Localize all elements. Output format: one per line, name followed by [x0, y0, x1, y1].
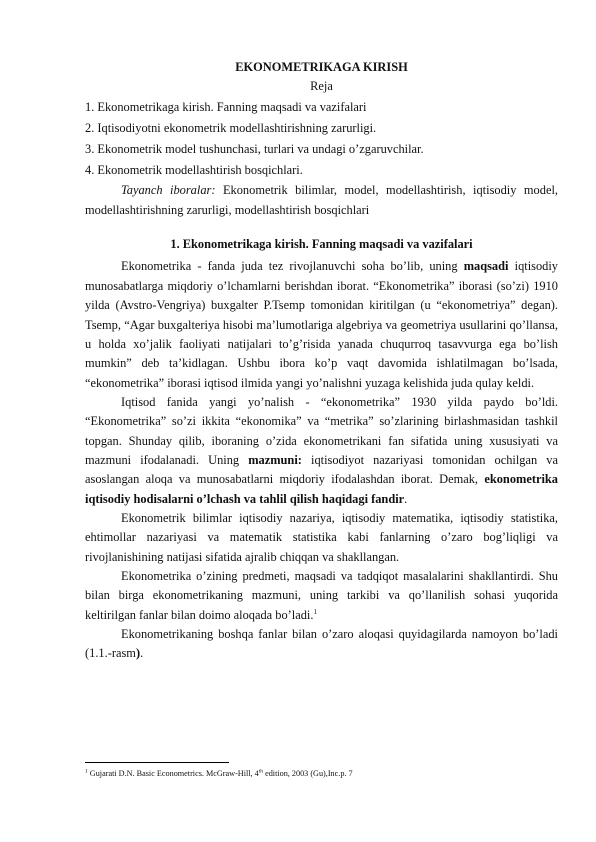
paragraph-1: [85, 257, 558, 392]
paragraph-1-text-c: iqtisodiy munosabatlarga miqdoriy o’lchamlarni berishdan iborat. “Ekonometrika” iborasi (so’zi) 1910 yilda (Avstro-Vengriya) buxgalter P.Tsemp tomonidan kiritilgan (u “ekonometriya” degan). Tsemp, “Agar buxgalteriya hisobi ma’lumotlariga algebriya va geometriya usullarini qo’llansa, u holda xo’jalik faoliyati natijalari to’g’risida yanada chuqurroq tasavvurga ega bo’lish mumkin” deb ta’kidlagan. Ushbu ibora ko’p vaqt davomida ishlatilmagan bo’lsada, “ekonometrika” iborasi iqtisod ilmida yangi yo’nalishni yuzaga kelishida juda qulay keldi.: [85, 259, 558, 390]
plan-item-1: 1. Ekonometrikaga kirish. Fanning maqsadi va vazifalari: [85, 99, 367, 114]
paragraph-2: [85, 393, 558, 509]
footnote-divider: [85, 762, 229, 763]
paragraph-2-text-e: .: [404, 491, 408, 506]
document-title: EKONOMETRIKAGA KIRISH: [235, 60, 408, 74]
footnote-text-a: Gujarati D.N. Basic Econometrics. McGraw-Hill, 4: [87, 769, 259, 778]
keywords-paragraph: [85, 181, 558, 220]
footnote-text-b: edition, 2003 (Gu),Inc.p. 7: [263, 769, 353, 778]
paragraph-5: [85, 625, 558, 664]
paragraph-1-bold-term: maqsadi: [463, 259, 509, 274]
paragraph-2-text-a: Iqtisod fanida yangi yo’nalish - “ekonometrika” 1930 yilda paydo bo’ldi. “Ekonometrika” so’zi ikkita “ekonomika” va “metrika” so’zlarining birlashmasidan tashkil topgan. Shunday qilib, iboraning o’zida ekonometrikani fan sifatida uning xususiyati va mazmuni ifodalanadi. Uning: [85, 394, 558, 467]
section-title: 1. Ekonometrikaga kirish. Fanning maqsadi va vazifalari: [170, 237, 473, 252]
footnote-reference[interactable]: 1: [313, 607, 317, 616]
paragraph-4: [85, 567, 558, 625]
keywords-text: Ekonometrik bilimlar, model, modellashtirish, iqtisodiy model, modellashtirishning zarurligi, modellashtirish bosqichlari: [85, 183, 558, 217]
plan-item-4: 4. Ekonometrik modellashtirish bosqichlari.: [85, 162, 303, 177]
plan-heading: Reja: [310, 79, 333, 94]
paragraph-5-text-a: Ekonometrikaning boshqa fanlar bilan o’zaro aloqasi quyidagilarda namoyon bo’ladi (1.1.-rasm: [85, 627, 558, 661]
paragraph-2-bold-term: mazmuni:: [248, 452, 302, 467]
paragraph-3: Ekonometrik bilimlar iqtisodiy nazariya, iqtisodiy matematika, iqtisodiy statistika, ehtimollar nazariyasi va matematik statistika kabi fanlarning o’zaro bog’liqligi va rivojlanishining natijasi sifatida ajralib chiqqan va shakllangan.: [85, 510, 558, 564]
footnote-marker: 1: [85, 768, 88, 775]
paragraph-1-text-a: Ekonometrika - fanda juda tez rivojlanuvchi soha bo’lib, uning: [121, 259, 464, 274]
plan-item-3: 3. Ekonometrik model tushunchasi, turlari va undagi o’zgaruvchilar.: [85, 141, 424, 156]
document-page: [85, 58, 558, 664]
paragraph-5-bold-paren: ): [135, 646, 141, 661]
paragraph-4-text: Ekonometrika o’zining predmeti, maqsadi va tadqiqot masalalarini shakllantirdi. Shu bilan birga ekonometrikaning mazmuni, uning tarkibi va qo’llanilish sohasi yuqorida keltirilgan fanlar bilan doimo aloqada bo’ladi.: [85, 568, 558, 622]
footnote: [85, 768, 558, 779]
paragraph-5-text-c: .: [140, 646, 144, 661]
paragraph-2-bold-definition: ekonometrika iqtisodiy hodisalarni o’lchash va tahlil qilish haqidagi fandir: [85, 472, 558, 506]
footnote-superscript: th: [258, 768, 264, 775]
keywords-label: Tayanch iboralar:: [121, 183, 216, 198]
plan-item-2: 2. Iqtisodiyotni ekonometrik modellashtirishning zarurligi.: [85, 120, 377, 135]
paragraph-2-text-c: iqtisodiyot nazariyasi tomonidan ochilgan va asoslangan aloqa va munosabatlarni miqdoriy ifodalashdan iborat. Demak,: [85, 452, 558, 487]
